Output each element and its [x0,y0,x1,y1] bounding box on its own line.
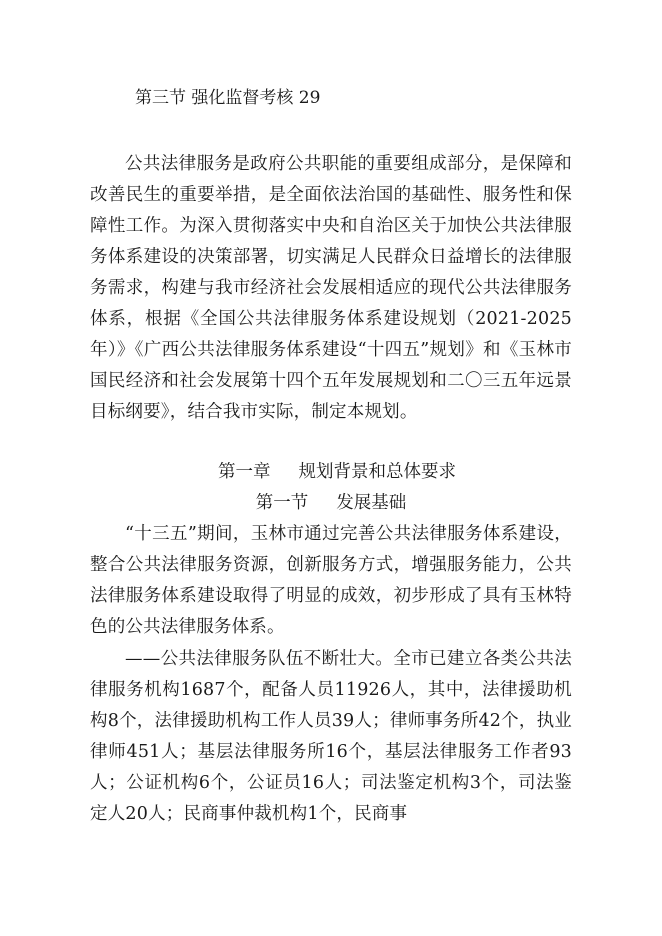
toc-entry: 第三节 强化监督考核 29 [135,88,321,108]
section-title: 发展基础 [336,493,407,513]
chapter-heading [90,457,572,488]
body-paragraph-2: ——公共法律服务队伍不断壮大。全市已建立各类公共法律服务机构1687个，配备人员11926人，其中，法律援助机构8个，法律援助机构工作人员39人；律师事务所42个，执业律师451人；基层法律服务所16个，基层法律服务工作者93人；公证机构6个，公证员16人；司法鉴定机构3个，司法鉴定人20人；民商事仲裁机构1个，民商事 [90,649,572,824]
intro-paragraph: 公共法律服务是政府公共职能的重要组成部分，是保障和改善民生的重要举措，是全面依法治国的基础性、服务性和保障性工作。为深入贯彻落实中央和自治区关于加快公共法律服务体系建设的决策部署，切实满足人民群众日益增长的法律服务需求，构建与我市经济社会发展相适应的现代公共法律服务体系，根据《全国公共法律服务体系建设规划（2021-2025年）》《广西公共法律服务体系建设“十四五”规划》和《玉林市国民经济和社会发展第十四个五年发展规划和二〇三五年远景目标纲要》，结合我市实际，制定本规划。 [90,154,572,422]
section-number: 第一节 [255,493,309,513]
chapter-title: 规划背景和总体要求 [298,462,456,482]
section-heading [90,488,572,519]
body-paragraph-1: “十三五”期间，玉林市通过完善公共法律服务体系建设，整合公共法律服务资源，创新服务方式，增强服务能力，公共法律服务体系建设取得了明显的成效，初步形成了具有玉林特色的公共法律服务体系。 [90,524,572,637]
chapter-number: 第一章 [218,462,271,482]
